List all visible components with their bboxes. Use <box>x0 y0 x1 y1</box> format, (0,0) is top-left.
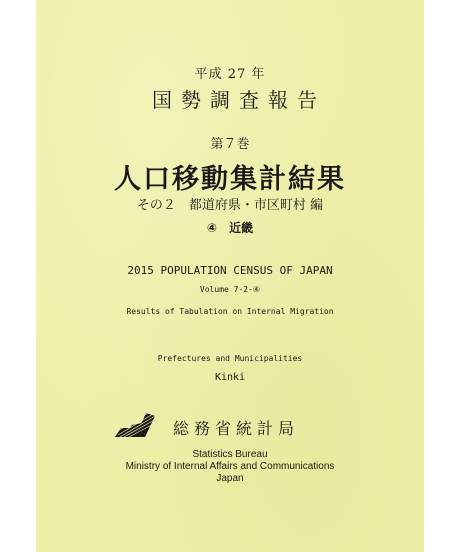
main-title: 人口移動集計結果 <box>114 164 346 195</box>
volume-number: 第７巻 <box>210 137 250 152</box>
region-jp: ④ 近畿 <box>206 221 254 235</box>
english-prefectures: Prefectures and Municipalities <box>157 354 303 363</box>
statistics-bureau-logo-icon <box>115 413 157 439</box>
series-title: 国勢調査報告 <box>152 88 326 112</box>
agency-name-jp: 総務省統計局 <box>173 419 300 438</box>
agency-ministry: Ministry of Internal Affairs and Communications <box>125 461 335 472</box>
agency-country: Japan <box>216 473 244 484</box>
english-title: 2015 POPULATION CENSUS OF JAPAN <box>127 264 333 277</box>
era-year: 平成 27 年 <box>194 67 266 82</box>
english-results: Results of Tabulation on Internal Migration <box>126 307 334 316</box>
english-region: Kinki <box>214 372 246 383</box>
english-volume: Volume 7-2-④ <box>199 285 261 294</box>
agency-bureau: Statistics Bureau <box>192 449 268 460</box>
agency-row <box>36 413 424 443</box>
report-cover <box>36 0 424 552</box>
subtitle: その２ 都道府県・市区町村 編 <box>136 198 324 213</box>
